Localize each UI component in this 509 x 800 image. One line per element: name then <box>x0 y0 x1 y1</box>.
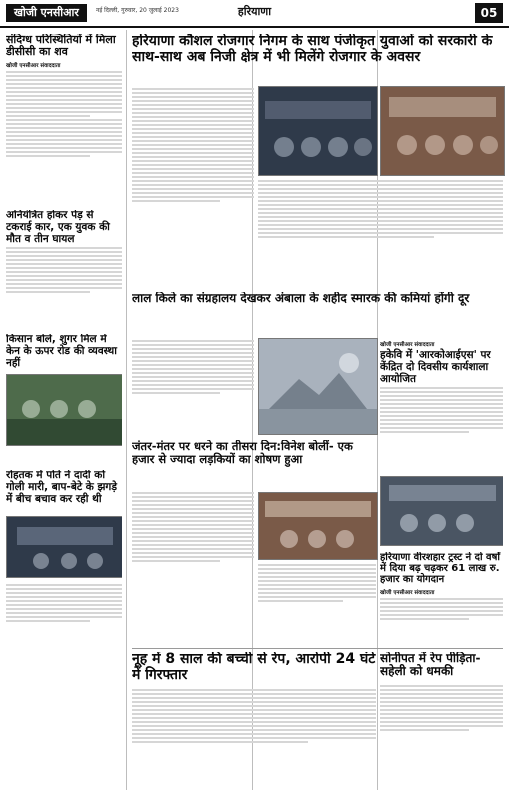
lal-qila-photo <box>258 338 378 435</box>
story-byline: खोजी एनसीआर संवाददाता <box>380 589 435 596</box>
jantar-photo <box>258 492 378 560</box>
section-divider <box>132 648 503 649</box>
story-body <box>380 598 503 620</box>
lead-body-text-2 <box>258 180 503 238</box>
story-headline: किसान बोले, शुगर मिल में केन के ऊपर रोड की व्यवस्था नहीं <box>6 334 117 369</box>
story-body <box>6 71 122 157</box>
lead-story-body-col2 <box>258 178 503 282</box>
story-kisan <box>6 334 122 466</box>
story-body <box>132 689 376 743</box>
page-number: 05 <box>475 3 503 23</box>
story-jantar <box>132 440 376 488</box>
story-body <box>380 387 503 433</box>
lead-headline: हरियाणा कौशल रोजगार निगम के साथ पंजीकृत युवाओं को सरकारी के साथ-साथ अब निजी क्षेत्र में भी मिलेंगे रोजगार के अवसर <box>132 34 493 65</box>
lead-photo-1 <box>258 86 378 176</box>
kisan-photo <box>6 374 122 446</box>
story-headline: हकेवि में 'आरकोआईएस' पर केंद्रित दो दिवसीय कार्यशाला आयोजित <box>380 349 491 385</box>
story-headline: लाल किले का संग्रहालय देखकर अंबाला के शहीद स्मारक की कमियां होंगी दूर <box>132 292 470 305</box>
story-body <box>6 247 122 293</box>
story-headline: जंतर-मंतर पर धरने का तीसरा दिन:विनेश बोलीं- एक हजार से ज्यादा लड़कियों का शोषण हुआ <box>132 440 353 466</box>
masthead <box>0 0 509 28</box>
story-byline: खोजी एनसीआर संवाददाता <box>6 62 61 69</box>
story-headline: अनियंत्रित होकर पेड़ से टकराई कार, एक युवक की मौत व तीन घायल <box>6 210 110 245</box>
story-nooh <box>132 652 376 792</box>
story-body <box>258 564 376 602</box>
story-body <box>6 582 122 624</box>
column-divider <box>126 30 127 790</box>
story-lal-qila <box>132 292 503 336</box>
brand-logo: खोजी एनसीआर <box>6 4 87 22</box>
section-title: हरियाणा <box>237 5 272 18</box>
jantar-body-col2 <box>258 562 376 640</box>
story-mid-left <box>6 210 122 330</box>
story-headline: संदिग्ध परिस्थितियों में मिला डीसीसी का शव <box>6 34 116 59</box>
lead-story-body-col1 <box>132 86 254 286</box>
story-byline: खोजी एनसीआर संवाददाता <box>380 342 435 348</box>
story-top-left <box>6 34 122 204</box>
story-lead <box>132 34 503 82</box>
story-trust <box>380 552 503 644</box>
hkvi-photo <box>380 476 503 546</box>
story-sonipat <box>380 652 503 792</box>
lead-body-text <box>132 88 254 202</box>
rohtak-photo <box>6 516 122 578</box>
story-headline: नूह में 8 साल की बच्ची से रेप, आरोपी 24 घंटे में गिरफ्तार <box>132 652 376 683</box>
story-headline: सोनीपत में रेप पीड़िता-सहेली को धमकी <box>380 652 481 679</box>
story-body <box>132 492 254 562</box>
story-headline: हरियाणा वीरशहार ट्रस्ट ने दो वर्षों में दिया बढ़ चढ़कर 61 लाख रु. हजार का योगदान <box>380 552 500 586</box>
dateline: नई दिल्ली, गुरुवार, 20 जुलाई 2023 <box>96 7 179 14</box>
story-body <box>132 340 254 394</box>
jantar-body-col1 <box>132 490 254 640</box>
lal-qila-body-col1 <box>132 338 254 433</box>
story-body <box>380 685 503 731</box>
story-hkvi <box>380 338 503 548</box>
story-rohtak <box>6 470 122 648</box>
story-headline: रोहतक में पोते ने दादी को गोली मारी, बाप-बेटे के झगड़े में बीच बचाव कर रही थी <box>6 470 117 505</box>
lead-photo-2 <box>380 86 505 176</box>
